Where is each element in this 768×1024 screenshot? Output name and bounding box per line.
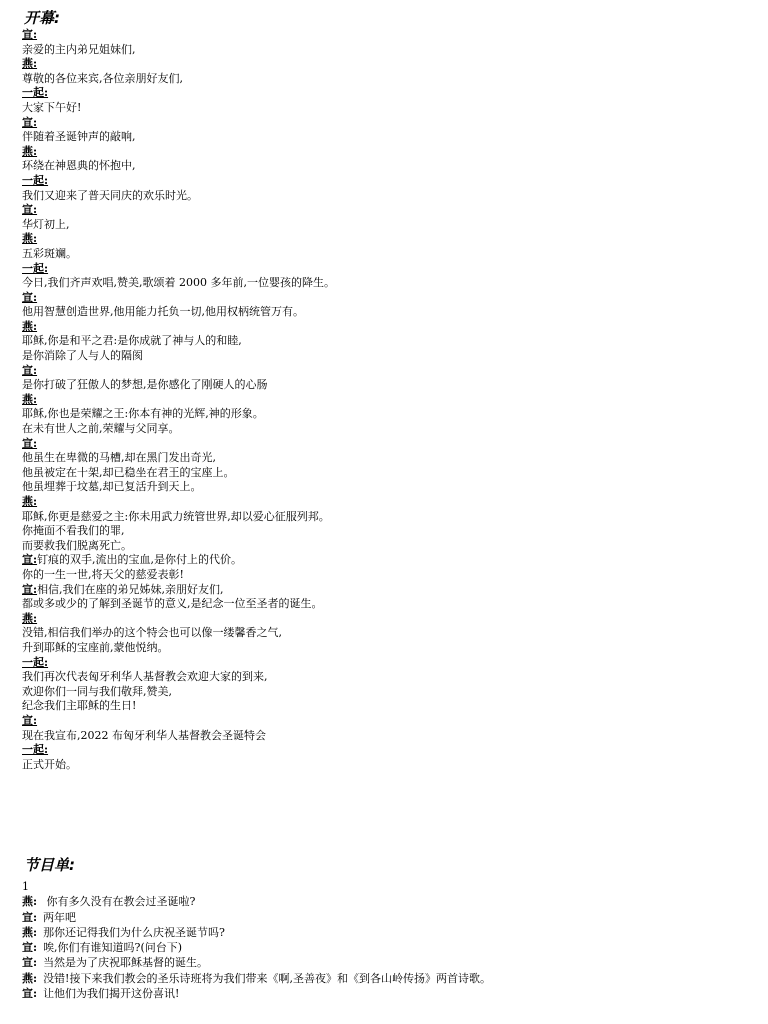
speaker-name: 一起: — [22, 173, 49, 187]
dialogue-line: 他虽埋葬于坟墓,却已复活升到天上。 — [22, 480, 202, 494]
dialogue-line: 我们又迎来了普天同庆的欢乐时光。 — [22, 188, 198, 202]
speaker-name: 一起: — [22, 743, 49, 757]
dialogue-line: 他虽生在卑微的马槽,却在黑门发出奇光, — [22, 451, 216, 465]
speaker-name: 宣: — [22, 28, 38, 41]
speaker-label — [22, 291, 742, 306]
document-page — [22, 8, 742, 1001]
speaker-name: 燕: — [22, 319, 38, 333]
speaker-label — [22, 364, 742, 379]
dialogue-line: 是你消除了人与人的隔阂 — [22, 349, 143, 363]
speaker-label — [22, 28, 742, 43]
dialogue-line: 环绕在神恩典的怀抱中, — [22, 159, 136, 173]
program-line — [22, 955, 742, 970]
dialogue-text: 让他们为我们揭开这份喜讯! — [43, 986, 180, 1000]
speaker-name: 宣: — [22, 713, 38, 727]
speaker-name: 宣: — [22, 115, 38, 129]
dialogue-line: 他虽被定在十架,却已稳坐在君王的宝座上。 — [22, 465, 235, 479]
dialogue-line: 是你打破了狂傲人的梦想,是你感化了刚硬人的心肠 — [22, 378, 268, 392]
program-dialogue — [22, 894, 742, 1000]
program-line — [22, 986, 742, 1001]
dialogue-line: 欢迎你们一同与我们敬拜,赞美, — [22, 684, 172, 698]
section-spacer — [22, 772, 742, 855]
speaker-name: 宣: — [22, 582, 38, 596]
dialogue-line: 他用智慧创造世界,他用能力托负一切,他用权柄统管万有。 — [22, 305, 304, 319]
dialogue-text: 两年吧 — [43, 910, 77, 924]
speaker-label — [22, 57, 742, 72]
opening-title: 开幕: — [24, 9, 60, 27]
speaker-label — [22, 495, 742, 510]
dialogue-line: 华灯初上, — [22, 217, 70, 231]
speaker-name: 宣: — [22, 986, 38, 1000]
dialogue-text: 那你还记得我们为什么庆祝圣诞节吗? — [43, 925, 225, 939]
dialogue-line: 升到耶稣的宝座前,蒙他悦纳。 — [22, 640, 169, 654]
dialogue-line: 今日,我们齐声欢唱,赞美,歌颂着 2000 多年前,一位婴孩的降生。 — [22, 276, 335, 290]
speaker-name: 燕: — [22, 925, 38, 939]
dialogue-line: 你掩面不看我们的罪, — [22, 524, 125, 538]
speaker-name: 一起: — [22, 86, 49, 100]
speaker-label — [22, 656, 742, 671]
speaker-label — [22, 203, 742, 218]
opening-script — [22, 28, 742, 772]
speaker-name: 燕: — [22, 495, 38, 508]
speaker-label — [22, 743, 742, 758]
speaker-name: 宣: — [22, 941, 38, 955]
speaker-label — [22, 116, 742, 131]
dialogue-text: 相信,我们在座的弟兄姊妹,亲朋好友们, — [37, 582, 224, 596]
speaker-name: 燕: — [22, 57, 38, 71]
program-line — [22, 910, 742, 925]
dialogue-line: 大家下午好! — [22, 100, 82, 114]
speaker-name: 宣: — [22, 203, 38, 217]
dialogue-line: 耶稣,你是和平之君:是你成就了神与人的和睦, — [22, 334, 242, 348]
speaker-label — [22, 393, 742, 408]
speaker-name: 宣: — [22, 553, 38, 567]
dialogue-line: 五彩斑斓。 — [22, 246, 77, 260]
speaker-name: 燕: — [22, 144, 38, 158]
speaker-name: 一起: — [22, 261, 49, 275]
dialogue-line: 尊敬的各位来宾,各位亲朋好友们, — [22, 71, 183, 85]
dialogue-line: 我们再次代表匈牙利华人基督教会欢迎大家的到来, — [22, 670, 268, 684]
program-line — [22, 925, 742, 940]
dialogue-line: 纪念我们主耶稣的生日! — [22, 699, 137, 713]
dialogue-line: 耶稣,你也是荣耀之王:你本有神的光辉,神的形象。 — [22, 407, 264, 421]
dialogue-line: 而要救我们脱离死亡。 — [22, 538, 132, 552]
program-line — [22, 894, 742, 909]
dialogue-line: 伴随着圣诞钟声的敲响, — [22, 130, 136, 144]
speaker-label — [22, 86, 742, 101]
dialogue-line: 你的一生一世,将天父的慈爱表彰! — [22, 567, 184, 581]
dialogue-line: 耶稣,你更是慈爱之主:你未用武力统管世界,却以爱心征服列邦。 — [22, 509, 330, 523]
speaker-name: 宣: — [22, 956, 38, 970]
program-number: 1 — [22, 880, 29, 894]
speaker-name: 宣: — [22, 363, 38, 377]
dialogue-line — [22, 553, 742, 568]
dialogue-line — [22, 583, 742, 598]
dialogue-line: 亲爱的主内弟兄姐妹们, — [22, 42, 136, 56]
dialogue-text: 钉痕的双手,流出的宝血,是你付上的代价。 — [37, 553, 243, 567]
speaker-label — [22, 232, 742, 247]
speaker-label — [22, 437, 742, 452]
speaker-name: 一起: — [22, 655, 49, 669]
speaker-label — [22, 174, 742, 189]
speaker-name: 燕: — [22, 232, 38, 246]
dialogue-line: 在未有世人之前,荣耀与父同享。 — [22, 422, 180, 436]
dialogue-line: 都或多或少的了解到圣诞节的意义,是纪念一位至圣者的诞生。 — [22, 597, 323, 611]
speaker-label — [22, 612, 742, 627]
dialogue-line: 现在我宣布,2022 布匈牙利华人基督教会圣诞特会 — [22, 728, 266, 742]
dialogue-line: 没错,相信我们举办的这个特会也可以像一缕馨香之气, — [22, 626, 282, 640]
speaker-name: 燕: — [22, 611, 38, 625]
speaker-name: 燕: — [22, 895, 38, 909]
dialogue-text: 唉,你们有谁知道吗?(问台下) — [43, 941, 183, 955]
speaker-label — [22, 145, 742, 160]
speaker-name: 宣: — [22, 910, 38, 924]
speaker-label — [22, 262, 742, 277]
dialogue-text: 没错!接下来我们教会的圣乐诗班将为我们带来《啊,圣善夜》和《到各山岭传扬》两首诗歌。 — [43, 971, 491, 985]
dialogue-line: 正式开始。 — [22, 757, 77, 771]
dialogue-text: 你有多久没有在教会过圣诞啦? — [43, 895, 196, 909]
program-title: 节目单: — [24, 856, 75, 875]
speaker-name: 宣: — [22, 290, 38, 304]
speaker-label — [22, 714, 742, 729]
speaker-name: 宣: — [22, 436, 38, 450]
speaker-label — [22, 320, 742, 335]
program-list — [22, 879, 742, 1001]
speaker-name: 燕: — [22, 971, 38, 985]
program-line — [22, 971, 742, 986]
program-line — [22, 940, 742, 955]
speaker-name: 燕: — [22, 392, 38, 406]
dialogue-text: 当然是为了庆祝耶稣基督的诞生。 — [43, 956, 209, 970]
